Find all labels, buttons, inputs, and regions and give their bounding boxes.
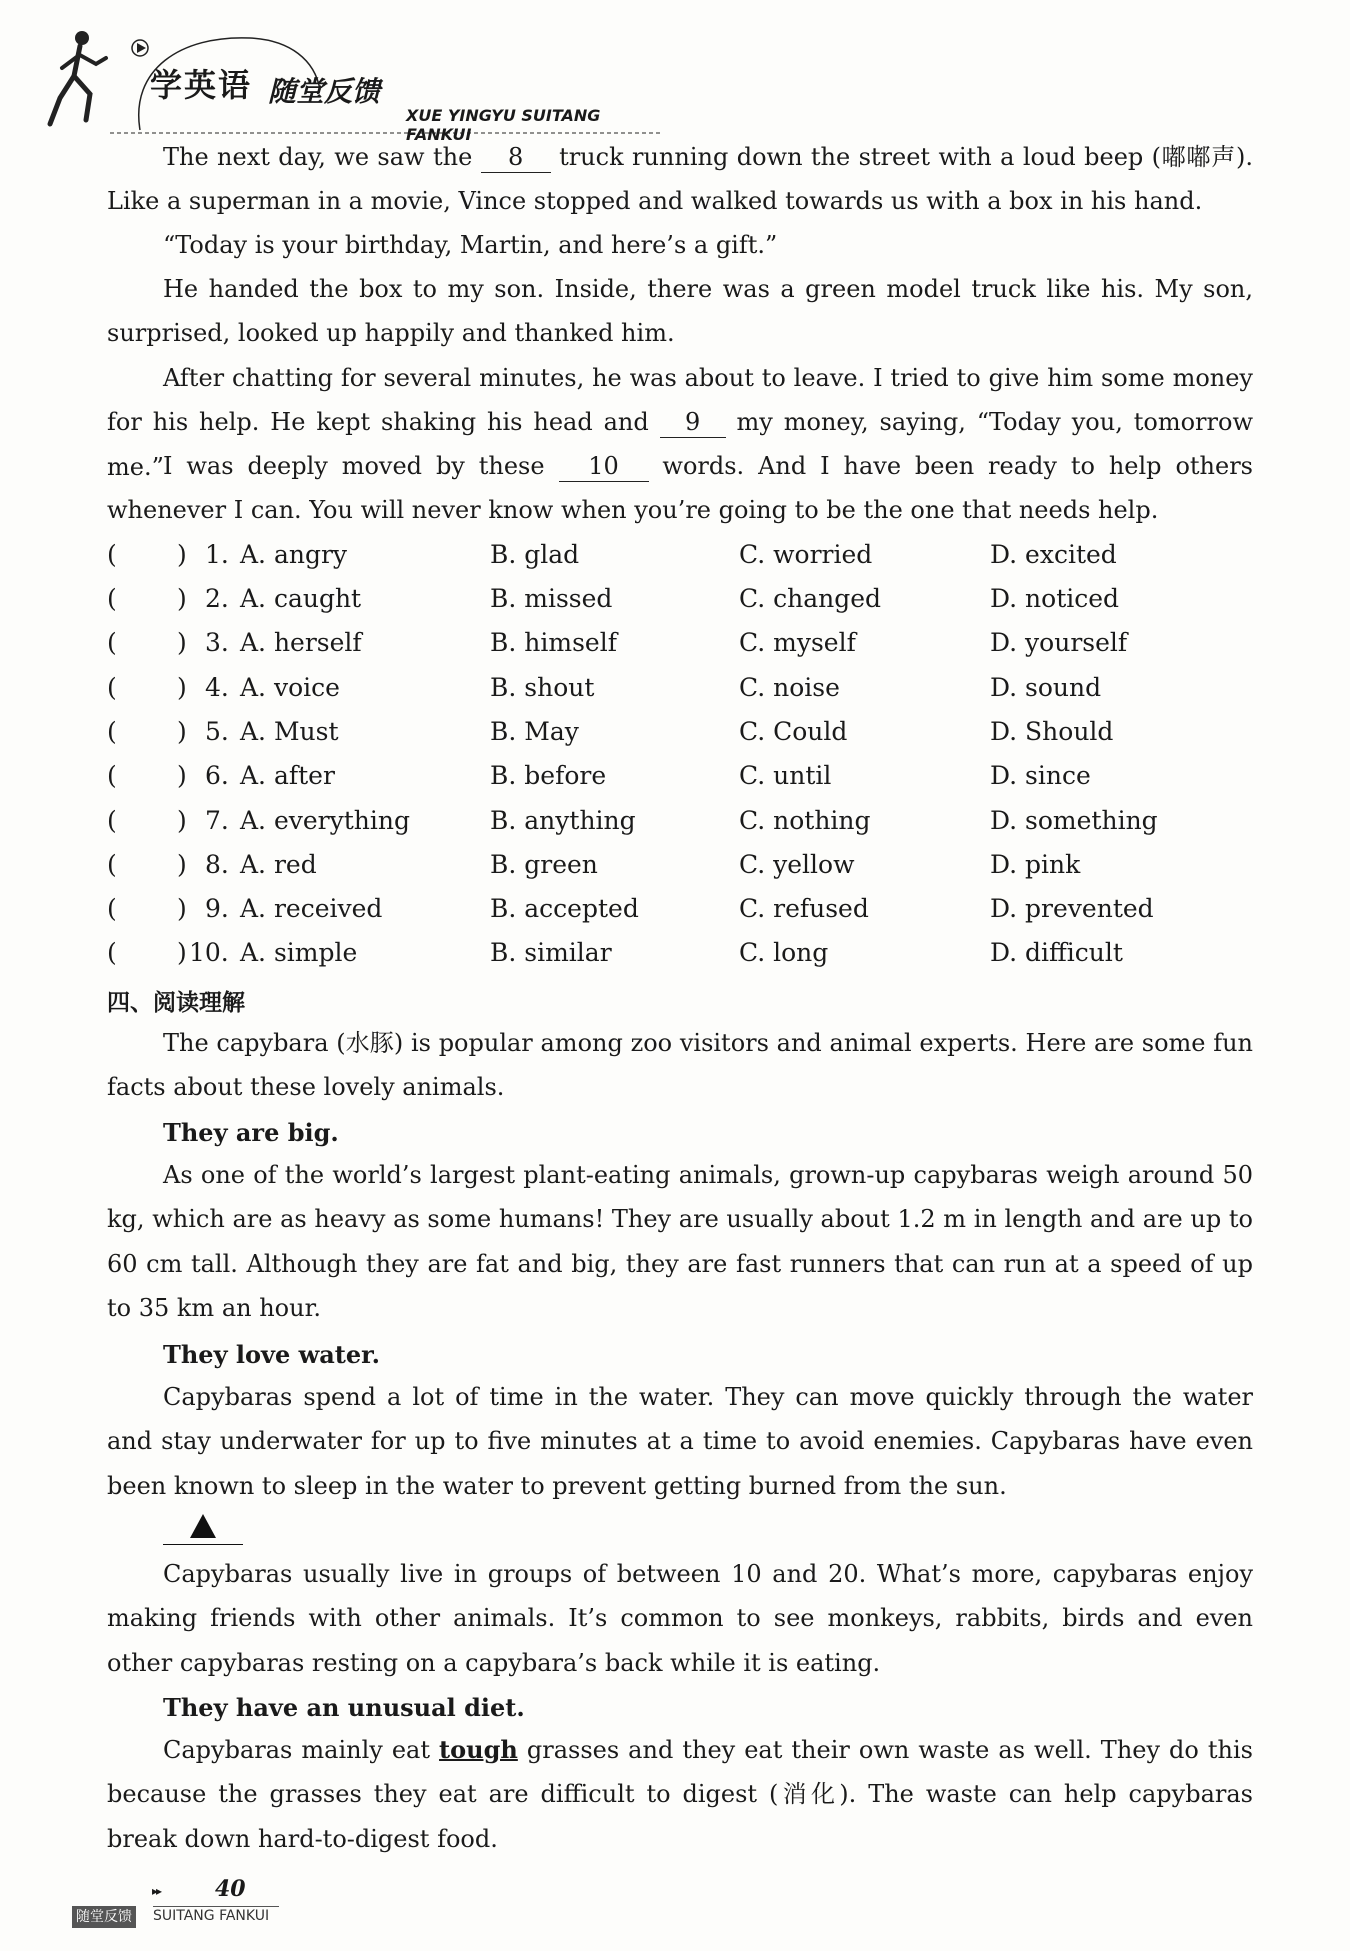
- option-row: ( ) 10. A. simple B. similar C. long D. difficult: [107, 938, 1123, 967]
- reading-paragraph-1: As one of the world’s largest plant-eating animals, grown-up capybaras weigh around 50 kg, which are as heavy as some humans! They are usually about 1.2 m in length and are up to 60 cm tall. Although they are fat and big, they are fast runners that can run at a speed of up to 35 km an hour.: [107, 1161, 1253, 1322]
- arrow-icons: ▸▸: [152, 1884, 161, 1898]
- option-row: ( ) 7. A. everything B. anything C. nothing D. something: [107, 806, 1158, 835]
- option-row: ( ) 1. A. angry B. glad C. worried D. excited: [107, 540, 1117, 569]
- vocab-word-tough: tough: [439, 1735, 518, 1764]
- story-paragraph-1: The next day, we saw the 8 truck running down the street with a loud beep (嘟嘟声). Like a superman in a movie, Vince stopped and walked towards us with a box in his hand.: [107, 143, 1253, 216]
- subheading-water: They love water.: [163, 1340, 380, 1369]
- missing-heading-blank: [163, 1512, 243, 1548]
- page-number: 40: [215, 1876, 246, 1902]
- blank-8: 8: [481, 142, 551, 173]
- page-header: [40, 20, 660, 144]
- brand-title-cn: 学英语: [150, 66, 253, 104]
- subheading-big: They are big.: [163, 1118, 339, 1147]
- option-row: ( ) 3. A. herself B. himself C. myself D. yourself: [107, 628, 1128, 657]
- story-paragraph-5: I was deeply moved by these 10 words. And I have been ready to help others whenever I can. You will never know when you’re going to be the one that needs help.: [107, 452, 1253, 525]
- section-title: 四、阅读理解: [107, 990, 245, 1016]
- option-row: ( ) 9. A. received B. accepted C. refused D. prevented: [107, 894, 1154, 923]
- reading-intro: The capybara (水豚) is popular among zoo visitors and animal experts. Here are some fun facts about these lovely animals.: [107, 1029, 1253, 1102]
- reading-paragraph-2: Capybaras spend a lot of time in the water. They can move quickly through the water and stay underwater for up to five minutes at a time to avoid enemies. Capybaras have even been known to sleep in the water to prevent getting burned from the sun.: [107, 1383, 1253, 1500]
- option-row: ( ) 5. A. Must B. May C. Could D. Should: [107, 717, 1114, 746]
- brand-title-en: XUE YINGYU SUITANG FANKUI: [406, 106, 601, 144]
- option-row: ( ) 4. A. voice B. shout C. noise D. sound: [107, 673, 1102, 702]
- blank-9: 9: [660, 407, 726, 438]
- subheading-diet: They have an unusual diet.: [163, 1693, 525, 1722]
- brand-subtitle-cn: 随堂反馈: [268, 75, 381, 108]
- story-paragraph-3: He handed the box to my son. Inside, there was a green model truck like his. My son, surprised, looked up happily and thanked him.: [107, 275, 1253, 348]
- option-row: ( ) 8. A. red B. green C. yellow D. pink: [107, 850, 1081, 879]
- reading-paragraph-4: Capybaras mainly eat tough grasses and they eat their own waste as well. They do this because the grasses they eat are difficult to digest (消化). The waste can help capybaras break down hard-to-digest food.: [107, 1735, 1253, 1853]
- reading-paragraph-3: Capybaras usually live in groups of between 10 and 20. What’s more, capybaras enjoy making friends with other animals. It’s common to see monkeys, rabbits, birds and even other capybaras resting on a capybara’s back while it is eating.: [107, 1560, 1253, 1677]
- blank-10: 10: [559, 451, 649, 482]
- option-row: ( ) 2. A. caught B. missed C. changed D. noticed: [107, 584, 1120, 613]
- footer-label-cn: 随堂反馈: [72, 1906, 136, 1928]
- footer-label-en: SUITANG FANKUI: [153, 1908, 270, 1924]
- story-paragraph-4: After chatting for several minutes, he was about to leave. I tried to give him some money for his help. He kept shaking his head and 9 my money, saying, “Today you, tomorrow me.”: [107, 364, 1253, 481]
- story-paragraph-2: “Today is your birthday, Martin, and here’s a gift.”: [163, 231, 778, 259]
- option-row: ( ) 6. A. after B. before C. until D. since: [107, 761, 1091, 790]
- runner-icon: [46, 28, 116, 128]
- triangle-icon: [190, 1514, 216, 1538]
